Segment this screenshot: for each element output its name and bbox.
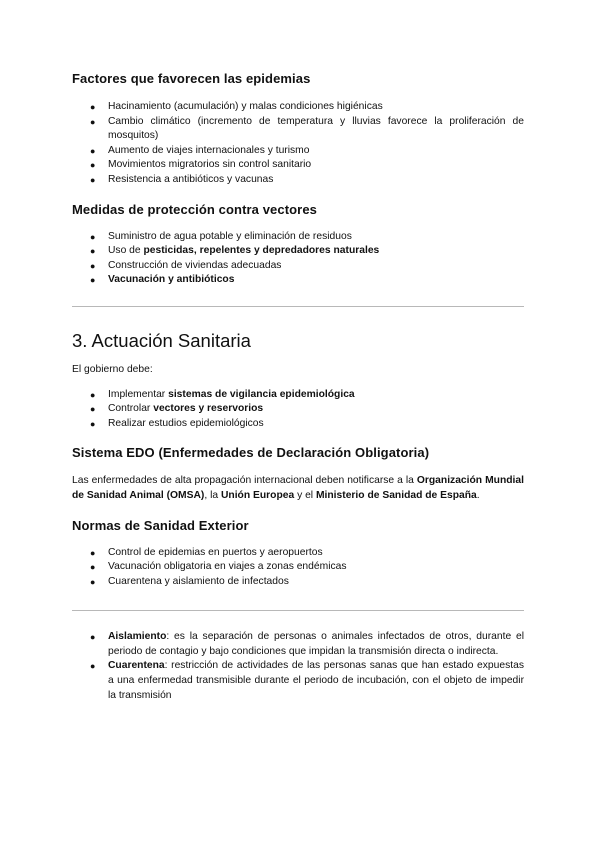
bullet-icon: ● <box>90 275 96 286</box>
list-item: ● Construcción de viviendas adecuadas <box>72 259 524 274</box>
list-factores <box>72 100 524 188</box>
list-definitions <box>72 630 524 703</box>
list-item: ● Vacunación obligatoria en viajes a zonas endémicas <box>72 560 524 575</box>
document-content <box>72 70 524 703</box>
list-item: ● Uso de pesticidas, repelentes y depredadores naturales <box>72 244 524 259</box>
list-item: ● Vacunación y antibióticos <box>72 273 524 288</box>
bullet-icon: ● <box>90 160 96 171</box>
bullet-icon: ● <box>90 389 96 400</box>
definition-item: ● Cuarentena: restricción de actividades de las personas sanas que han estado expuestas a una enfermedad transmisible durante el periodo de incubación, con el objeto de impedir la transmisión <box>90 660 524 701</box>
list-item: ● Cuarentena y aislamiento de infectados <box>72 575 524 590</box>
list-item: ● Realizar estudios epidemiológicos <box>72 417 524 432</box>
list-item: ● Control de epidemias en puertos y aeropuertos <box>72 546 524 561</box>
list-normas <box>72 546 524 590</box>
list-item: ● Hacinamiento (acumulación) y malas condiciones higiénicas <box>72 100 524 115</box>
bullet-icon: ● <box>90 661 96 672</box>
bullet-icon: ● <box>90 547 96 558</box>
definition-item: ● Aislamiento: es la separación de personas o animales infectados de otros, durante el periodo de contagio y bajo condiciones que impidan la transmisión directa o indirecta. <box>90 631 524 657</box>
bullet-icon: ● <box>90 576 96 587</box>
heading-normas: Normas de Sanidad Exterior <box>72 517 249 533</box>
bullet-icon: ● <box>90 145 96 156</box>
horizontal-divider <box>72 610 524 611</box>
list-item: ● Movimientos migratorios sin control sanitario <box>72 158 524 173</box>
list-item: ● Aumento de viajes internacionales y turismo <box>72 144 524 159</box>
intro-text: El gobierno debe: <box>72 363 153 375</box>
list-item: ● Suministro de agua potable y eliminación de residuos <box>72 230 524 245</box>
bullet-icon: ● <box>90 404 96 415</box>
list-item: ● Resistencia a antibióticos y vacunas <box>72 173 524 188</box>
edo-paragraph: Las enfermedades de alta propagación internacional deben notificarse a la Organización Mundial de Sanidad Animal (OMSA), la Unión Europea y el Ministerio de Sanidad de España. <box>72 475 524 501</box>
horizontal-divider <box>72 306 524 307</box>
bullet-icon: ● <box>90 102 96 112</box>
bullet-icon: ● <box>90 418 96 429</box>
heading-factores: Factores que favorecen las epidemias <box>72 71 311 86</box>
heading-edo: Sistema EDO (Enfermedades de Declaración Obligatoria) <box>72 445 430 461</box>
list-gobierno <box>72 388 524 432</box>
list-item: ● Implementar sistemas de vigilancia epidemiológica <box>72 388 524 403</box>
list-medidas <box>72 230 524 288</box>
bullet-icon: ● <box>90 174 96 185</box>
list-item: ● Controlar vectores y reservorios <box>72 402 524 417</box>
list-item: ● Cambio climático (incremento de temperatura y lluvias favorece la proliferación de mosquitos) <box>90 115 524 142</box>
bullet-icon: ● <box>90 116 96 127</box>
bullet-icon: ● <box>90 562 96 573</box>
bullet-icon: ● <box>90 246 96 257</box>
heading-medidas: Medidas de protección contra vectores <box>72 201 317 217</box>
section-title-actuacion: 3. Actuación Sanitaria <box>72 329 251 351</box>
bullet-icon: ● <box>90 260 96 271</box>
bullet-icon: ● <box>90 231 96 242</box>
bullet-icon: ● <box>90 632 96 643</box>
